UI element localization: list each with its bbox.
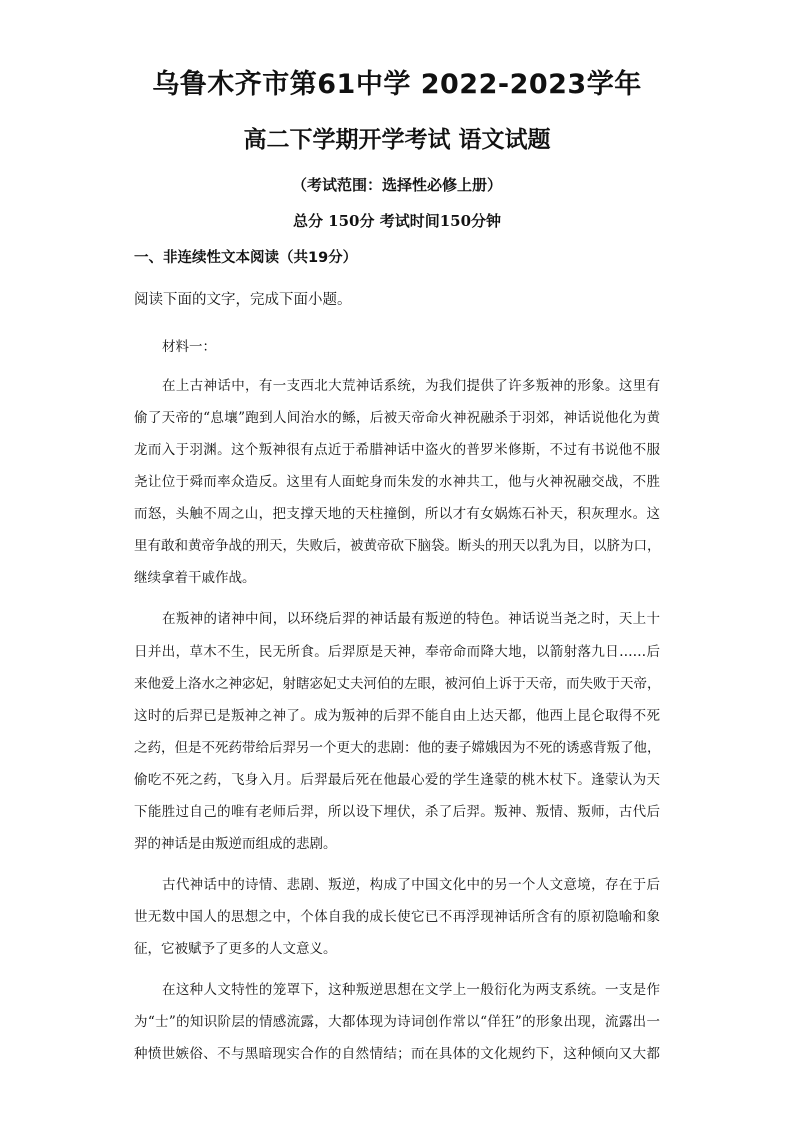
text-line: 偷了天帝的“息壤”跑到人间治水的鲧，后被天帝命火神祝融杀于羽郊，神话说他化为黄 <box>134 410 660 426</box>
exam-scope: （考试范围：选择性必修上册） <box>291 176 502 194</box>
text-line: 这时的后羿已是叛神之神了。成为叛神的后羿不能自由上达天都，他西上昆仑取得不死 <box>134 708 660 724</box>
text-line: 羿的神话是由叛逆而组成的悲剧。 <box>134 836 337 852</box>
exam-title-line2: 高二下学期开学考试 语文试题 <box>243 127 551 153</box>
material-label: 材料一： <box>162 339 216 355</box>
text-line: 在叛神的诸神中间，以环绕后羿的神话最有叛逆的特色。神话说当尧之时，天上十 <box>162 611 660 627</box>
text-line: 在上古神话中，有一支西北大荒神话系统，为我们提供了许多叛神的形象。这里有 <box>162 378 660 394</box>
text-line: 种愤世嫉俗、不与黑暗现实合作的自然情结；而在具体的文化规约下，这种倾向又大都 <box>134 1046 660 1062</box>
text-line: 来他爱上洛水之神宓妃，射瞎宓妃丈夫河伯的左眼，被河伯上诉于天帝，而失败于天帝， <box>134 676 660 692</box>
text-line: 尧让位于舜而率众造反。这里有人面蛇身而朱发的水神共工，他与火神祝融交战，不胜 <box>134 474 660 490</box>
section-heading: 一、非连续性文本阅读（共19分） <box>134 250 358 266</box>
text-line: 世无数中国人的思想之中，个体自我的成长使它已不再浮现神话所含有的原初隐喻和象 <box>134 909 660 925</box>
text-line: 在这种人文特性的笼罩下，这种叛逆思想在文学上一般衍化为两支系统。一支是作 <box>162 982 660 998</box>
text-line: 继续拿着干戚作战。 <box>134 570 256 586</box>
text-line: 里有敢和黄帝争战的刑天，失败后，被黄帝砍下脑袋。断头的刑天以乳为目，以脐为口， <box>134 538 660 554</box>
exam-title-line1: 乌鲁木齐市第61中学 2022-2023学年 <box>152 69 642 100</box>
text-line: 龙而入于羽渊。这个叛神很有点近于希腊神话中盗火的普罗米修斯，不过有书说他不服 <box>134 442 660 458</box>
text-line: 之药，但是不死药带给后羿另一个更大的悲剧：他的妻子嫦娥因为不死的诱惑背叛了他， <box>134 740 660 756</box>
text-line: 征，它被赋予了更多的人文意义。 <box>134 941 337 957</box>
text-line: 为“士”的知识阶层的情感流露，大都体现为诗词创作常以“佯狂”的形象出现，流露出一 <box>134 1014 660 1030</box>
reading-instruction: 阅读下面的文字，完成下面小题。 <box>134 292 352 308</box>
text-line: 而怒，头触不周之山，把支撑天地的天柱撞倒，所以才有女娲炼石补天，积灰理水。这 <box>134 506 660 522</box>
text-line: 偷吃不死之药，飞身入月。后羿最后死在他最心爱的学生逢蒙的桃木杖下。逢蒙认为天 <box>134 772 660 788</box>
exam-score-time: 总分 150分 考试时间150分钟 <box>292 212 502 230</box>
text-line: 日并出，草木不生，民无所食。后羿原是天神，奉帝命而降大地，以箭射落九日……后 <box>134 644 660 660</box>
text-line: 下能胜过自己的唯有老师后羿，所以设下埋伏，杀了后羿。叛神、叛情、叛师，古代后 <box>134 804 660 820</box>
text-line: 古代神话中的诗情、悲剧、叛逆，构成了中国文化中的另一个人文意境，存在于后 <box>162 877 660 893</box>
